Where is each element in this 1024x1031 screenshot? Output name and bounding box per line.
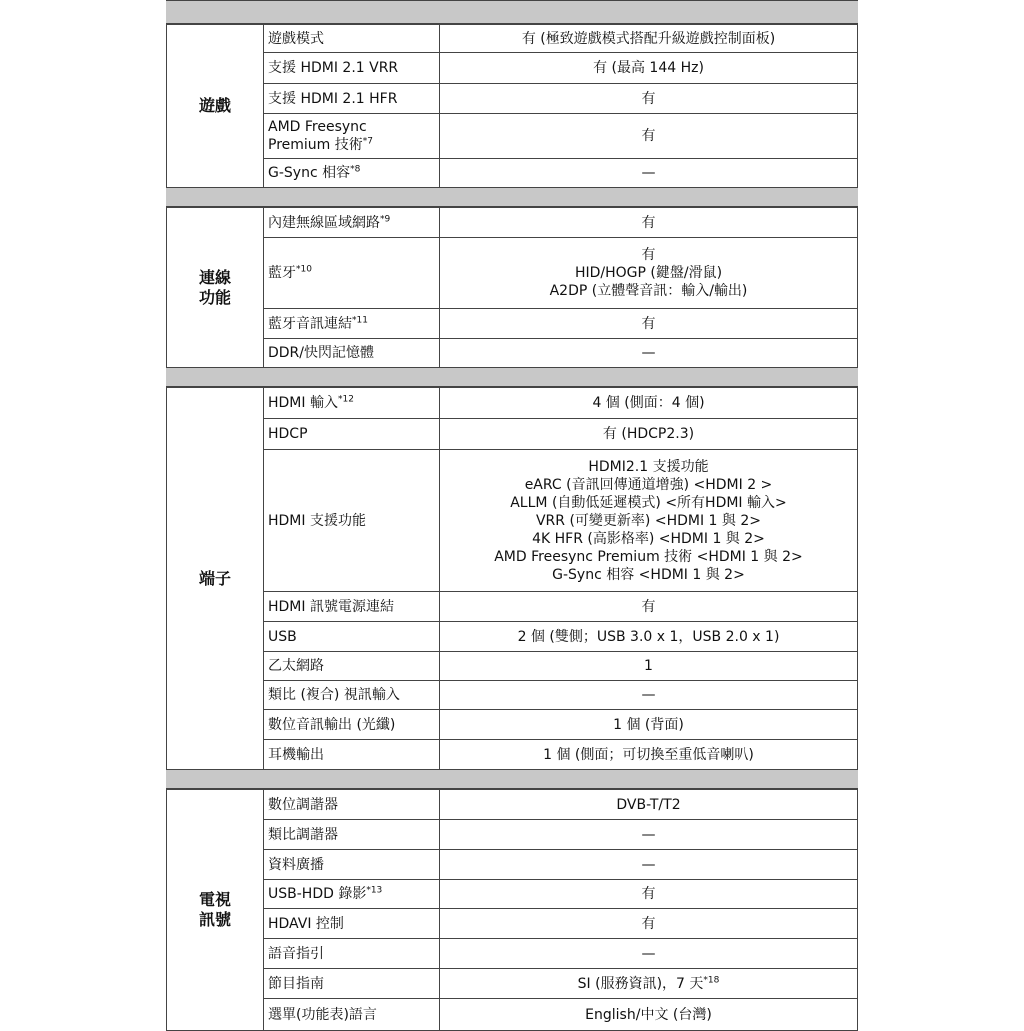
spec-label-text: 語音指引 <box>268 945 324 962</box>
spec-value-cell <box>439 621 858 652</box>
spec-value-cell <box>439 387 858 419</box>
spec-value-cell <box>439 207 858 238</box>
spec-value-line: SI (服務資訊)，7 天 <box>577 975 704 992</box>
spec-value-cell <box>439 879 858 909</box>
spec-value <box>642 885 656 903</box>
spec-label-cell <box>263 207 440 238</box>
spec-value <box>616 796 680 814</box>
spec-value-cell <box>439 908 858 939</box>
spec-value-line: VRR (可變更新率) <HDMI 1 與 2> <box>535 512 761 529</box>
spec-value <box>642 315 656 333</box>
spec-label-cell <box>263 819 440 850</box>
spec-label-cell <box>263 849 440 880</box>
spec-value-line: — <box>641 945 656 962</box>
spec-label-text: 類比調諧器 <box>268 826 338 843</box>
spec-value-cell <box>439 680 858 710</box>
spec-label <box>268 30 324 48</box>
footnote-marker: *12 <box>337 394 354 405</box>
spec-value <box>644 657 653 675</box>
spec-label-text: 類比 (複合) 視訊輸入 <box>268 687 400 703</box>
spec-label <box>268 512 366 530</box>
footnote-marker: *11 <box>352 314 368 325</box>
spec-value-cell <box>439 849 858 880</box>
footnote-marker: *8 <box>350 164 361 175</box>
spec-label-text: HDMI 支援功能 <box>268 512 366 529</box>
spec-value-cell <box>439 83 858 114</box>
spec-value-line: 有 <box>641 915 656 932</box>
spec-label <box>268 657 324 675</box>
spec-value-line: — <box>641 345 656 361</box>
spec-value-text <box>642 856 656 874</box>
spec-value-cell <box>439 308 858 339</box>
footnote-marker: *10 <box>296 264 312 275</box>
spec-value-cell <box>439 52 858 84</box>
spec-value-line: 2 個 (雙側；USB 3.0 x 1，USB 2.0 x 1) <box>517 628 780 645</box>
spec-value <box>642 164 656 182</box>
spec-value <box>592 394 704 412</box>
spec-value-text <box>642 885 656 903</box>
spec-label-text: HDAVI 控制 <box>268 915 344 932</box>
spec-value-text <box>642 945 656 963</box>
spec-value-text <box>642 315 656 333</box>
spec-value-text <box>642 598 656 616</box>
section-separator <box>166 367 858 387</box>
spec-value-line: ALLM (自動低延遲模式) <所有HDMI 輸入> <box>510 494 787 511</box>
spec-label-cell <box>263 338 440 368</box>
spec-label-text: AMD Freesync Premium 技術 <box>268 119 367 153</box>
spec-value-line: 1 個 (側面；可切換至重低音喇叭) <box>543 746 754 763</box>
spec-label <box>268 885 382 903</box>
spec-value-text <box>578 975 720 993</box>
spec-value-text <box>642 344 656 362</box>
spec-label <box>268 975 324 993</box>
spec-value-line: 有 <box>641 128 656 144</box>
spec-value-text <box>644 657 653 675</box>
spec-value-line: 有 (HDCP2.3) <box>602 426 695 442</box>
section-separator <box>166 187 858 207</box>
spec-label <box>268 394 354 412</box>
spec-value-line: 有 <box>641 214 656 231</box>
spec-value-cell <box>439 789 858 820</box>
spec-value-line: 有 <box>641 90 656 107</box>
spec-value <box>593 59 704 77</box>
spec-label-cell <box>263 158 440 188</box>
spec-label <box>268 214 390 232</box>
spec-value-line: DVB-T/T2 <box>616 796 681 813</box>
section-category-text: 連線 功能 <box>198 267 231 307</box>
spec-value-cell <box>439 739 858 770</box>
section-category <box>166 24 264 188</box>
spec-label-text: 藍牙音訊連結 <box>268 315 352 332</box>
spec-label-cell <box>263 739 440 770</box>
spec-value-text <box>543 746 754 764</box>
spec-label <box>268 716 395 734</box>
spec-value-text <box>642 826 656 844</box>
spec-value-text <box>613 716 684 734</box>
section-category <box>166 789 264 1031</box>
spec-label-text: 支援 HDMI 2.1 VRR <box>268 60 399 76</box>
spec-value-line: — <box>641 856 656 873</box>
spec-value-line: 1 個 (背面) <box>613 716 684 733</box>
spec-value <box>550 246 748 300</box>
spec-label <box>268 118 388 154</box>
footnote-marker: *7 <box>362 136 373 147</box>
spec-label-text: 乙太網路 <box>268 658 324 674</box>
spec-label <box>268 59 398 77</box>
spec-label <box>268 856 324 874</box>
spec-label-text: G-Sync 相容 <box>268 165 351 181</box>
spec-value-line: A2DP (立體聲音訊：輸入/輸出) <box>549 283 748 299</box>
spec-label-cell <box>263 879 440 909</box>
spec-value-text <box>585 1006 712 1024</box>
spec-value-line: 有 <box>641 315 656 332</box>
spec-value <box>613 716 684 734</box>
spec-label-cell <box>263 52 440 84</box>
spec-value-line: — <box>641 687 656 703</box>
spec-value <box>494 458 803 584</box>
section-category <box>166 387 264 770</box>
spec-value-line: G-Sync 相容 <HDMI 1 與 2> <box>552 566 745 583</box>
spec-label-cell <box>263 938 440 969</box>
spec-label-cell <box>263 998 440 1031</box>
spec-value-line: eARC (音訊回傳通道增強) <HDMI 2 > <box>524 476 773 493</box>
spec-value-line: — <box>641 165 656 181</box>
footnote-marker: *9 <box>380 213 391 224</box>
spec-label-text: 選單(功能表)語言 <box>268 1006 377 1023</box>
section-separator <box>166 0 858 24</box>
spec-value-text <box>593 59 704 77</box>
spec-value-cell <box>439 938 858 969</box>
spec-label-text: 支援 HDMI 2.1 HFR <box>268 90 398 107</box>
spec-label <box>268 746 324 764</box>
spec-value <box>578 975 720 993</box>
spec-label-text: DDR/快閃記憶體 <box>268 345 375 361</box>
spec-value <box>603 425 694 443</box>
spec-value-line: 有 (最高 144 Hz) <box>593 60 704 76</box>
spec-value-cell <box>439 998 858 1031</box>
spec-value-cell <box>439 24 858 53</box>
spec-value-cell <box>439 113 858 159</box>
spec-value-text <box>642 915 656 933</box>
spec-label <box>268 425 308 443</box>
spec-value-text <box>522 30 775 48</box>
spec-value-text <box>518 628 780 646</box>
spec-value <box>518 628 780 646</box>
spec-value-cell <box>439 237 858 309</box>
spec-label-cell <box>263 680 440 710</box>
spec-label-text: 遊戲模式 <box>268 30 324 47</box>
spec-value <box>642 856 656 874</box>
spec-value <box>642 127 656 145</box>
spec-label <box>268 686 400 704</box>
spec-value-line: HID/HOGP (鍵盤/滑鼠) <box>574 265 723 281</box>
spec-label-text: 藍牙 <box>268 265 296 281</box>
spec-value <box>642 344 656 362</box>
spec-label-text: 數位音訊輸出 (光纖) <box>268 716 396 733</box>
spec-value-cell <box>439 651 858 681</box>
spec-label <box>268 628 297 646</box>
spec-value-text <box>642 127 656 145</box>
spec-value <box>522 30 775 48</box>
section-category-text: 端子 <box>198 568 231 588</box>
spec-value-text <box>642 90 656 108</box>
spec-label <box>268 164 360 182</box>
spec-value <box>642 945 656 963</box>
spec-label-cell <box>263 621 440 652</box>
spec-label <box>268 344 374 362</box>
spec-value-cell <box>439 709 858 740</box>
spec-label-text: HDCP <box>268 426 308 442</box>
spec-value-line: 有 <box>641 247 656 263</box>
spec-label-text: USB-HDD 錄影 <box>268 886 367 902</box>
footnote-marker: *13 <box>366 885 383 896</box>
spec-value <box>642 598 656 616</box>
spec-label-cell <box>263 83 440 114</box>
spec-label-text: 節目指南 <box>268 975 324 992</box>
spec-label <box>268 915 344 933</box>
spec-value <box>642 90 656 108</box>
spec-label-cell <box>263 113 440 159</box>
spec-label-cell <box>263 387 440 419</box>
spec-value-line: 有 <box>641 598 656 615</box>
spec-value-line: English/中文 (台灣) <box>585 1006 712 1023</box>
spec-value-cell <box>439 819 858 850</box>
section-separator <box>166 769 858 789</box>
spec-value <box>642 686 656 704</box>
spec-value-cell <box>439 338 858 368</box>
section-category <box>166 207 264 368</box>
spec-label <box>268 945 324 963</box>
spec-label <box>268 598 394 616</box>
spec-value-text <box>592 394 704 412</box>
spec-label-cell <box>263 308 440 339</box>
spec-value-line: 有 (極致遊戲模式搭配升級遊戲控制面板) <box>521 30 776 47</box>
spec-label-cell <box>263 908 440 939</box>
spec-label-text: 數位調諧器 <box>268 796 338 813</box>
spec-value-line: AMD Freesync Premium 技術 <HDMI 1 與 2> <box>494 548 803 565</box>
spec-value-line: 4 個 (側面：4 個) <box>592 395 705 411</box>
spec-value-cell <box>439 968 858 999</box>
spec-label <box>268 796 338 814</box>
spec-label-text: 資料廣播 <box>268 856 324 873</box>
spec-value <box>642 915 656 933</box>
spec-value-text <box>642 686 656 704</box>
spec-label <box>268 1006 377 1024</box>
spec-value <box>642 826 656 844</box>
section-category-text: 遊戲 <box>198 96 231 115</box>
spec-value-text <box>642 164 656 182</box>
spec-label-cell <box>263 449 440 592</box>
spec-value-cell <box>439 158 858 188</box>
spec-label-text: 耳機輸出 <box>268 746 324 763</box>
spec-value-line: HDMI2.1 支援功能 <box>588 458 709 475</box>
spec-label-cell <box>263 237 440 309</box>
footnote-marker: *18 <box>703 974 720 985</box>
section-category-text: 電視 訊號 <box>198 890 231 929</box>
spec-label-cell <box>263 968 440 999</box>
spec-label-cell <box>263 709 440 740</box>
spec-value-cell <box>439 449 858 592</box>
spec-label-text: HDMI 訊號電源連結 <box>268 598 394 615</box>
spec-value-line: 有 <box>641 886 656 902</box>
spec-label-text: HDMI 輸入 <box>268 395 338 411</box>
spec-label <box>268 315 368 333</box>
spec-label-cell <box>263 418 440 450</box>
spec-value-line: 1 <box>644 658 653 674</box>
spec-label <box>268 90 397 108</box>
spec-label-cell <box>263 651 440 681</box>
spec-label <box>268 264 312 282</box>
spec-label-text: USB <box>268 628 297 645</box>
spec-label-cell <box>263 24 440 53</box>
spec-value-cell <box>439 591 858 622</box>
spec-value <box>585 1006 712 1024</box>
spec-label-text: 內建無線區域網路 <box>268 214 380 231</box>
spec-value-cell <box>439 418 858 450</box>
spec-value <box>642 214 656 232</box>
spec-label-cell <box>263 591 440 622</box>
spec-value-text <box>603 425 694 443</box>
spec-value <box>543 746 754 764</box>
spec-value-text <box>642 214 656 232</box>
spec-value-line: — <box>641 826 656 843</box>
spec-label-cell <box>263 789 440 820</box>
spec-label <box>268 826 338 844</box>
spec-value-line: 4K HFR (高影格率) <HDMI 1 與 2> <box>532 530 765 547</box>
spec-value-text <box>616 796 680 814</box>
